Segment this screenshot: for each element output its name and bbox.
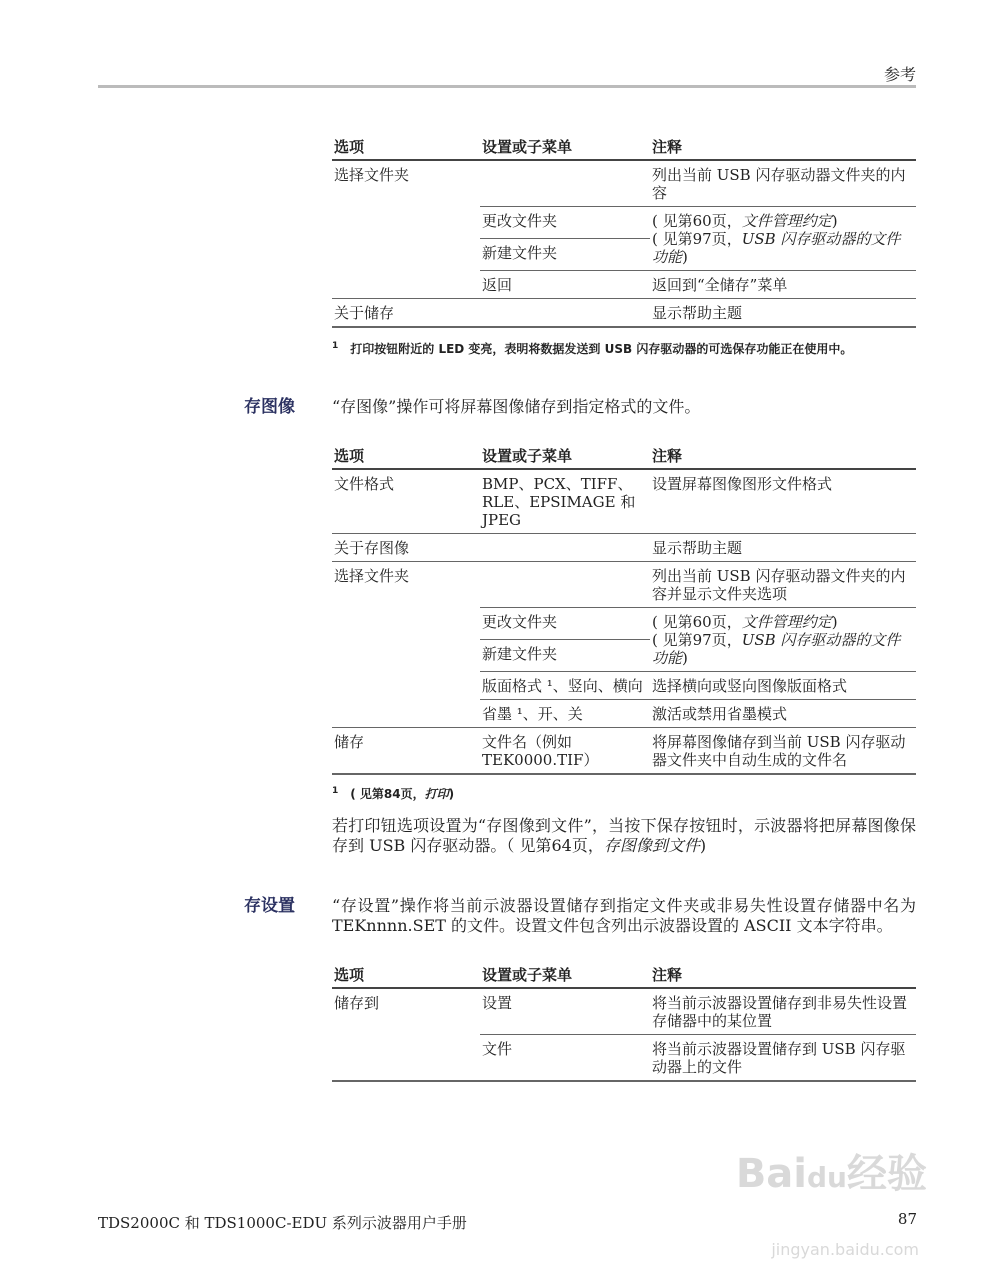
table-row bbox=[332, 469, 916, 534]
submenu-cell bbox=[480, 299, 650, 328]
table-header-row bbox=[332, 136, 916, 160]
option-cell: 储存 bbox=[332, 728, 480, 775]
footnote-text: 打印按钮附近的 LED 变亮，表明将数据发送到 USB 闪存驱动器的可选保存功能正在使用中。 bbox=[350, 342, 853, 356]
note-link: 文件管理约定 bbox=[741, 212, 832, 230]
note-text: 将屏幕图像储存到当前 USB 闪存驱动器文件夹中自动生成的文件名 bbox=[652, 733, 906, 769]
option-cell bbox=[332, 640, 480, 672]
note-text: ( 见第97页， bbox=[652, 631, 742, 649]
note-cell bbox=[650, 1035, 916, 1082]
save-image-paragraph bbox=[332, 816, 916, 856]
footnote-end: ) bbox=[448, 787, 455, 801]
note-text: ) bbox=[682, 248, 688, 266]
table-row bbox=[332, 299, 916, 328]
table-row bbox=[332, 988, 916, 1035]
option-cell bbox=[332, 207, 480, 239]
note-link: USB 闪存驱动器的文件功能 bbox=[652, 631, 901, 667]
save-setup-section bbox=[0, 896, 989, 936]
footnote bbox=[332, 338, 916, 357]
submenu-cell: 更改文件夹 bbox=[480, 207, 650, 239]
note-text: 激活或禁用省墨模式 bbox=[652, 705, 788, 723]
table-row bbox=[332, 700, 916, 728]
column-header: 注释 bbox=[650, 136, 916, 160]
table-row bbox=[332, 728, 916, 775]
note-cell bbox=[650, 534, 916, 562]
section-heading-save-setup: 存设置 bbox=[244, 896, 295, 916]
note-text: 显示帮助主题 bbox=[652, 539, 743, 557]
options-table-save-image bbox=[332, 445, 916, 775]
submenu-cell bbox=[480, 562, 650, 608]
footnote-text: ( 见第84页， bbox=[350, 787, 425, 801]
note-cell bbox=[650, 469, 916, 534]
note-cell bbox=[650, 608, 916, 672]
note-link: USB 闪存驱动器的文件功能 bbox=[652, 230, 901, 266]
submenu-cell: 设置 bbox=[480, 988, 650, 1035]
submenu-cell: 文件 bbox=[480, 1035, 650, 1082]
footnote-mark: 1 bbox=[332, 786, 339, 796]
submenu-cell: 文件名（例如 TEK0000.TIF） bbox=[480, 728, 650, 775]
note-cell bbox=[650, 728, 916, 775]
option-cell: 文件格式 bbox=[332, 469, 480, 534]
option-cell bbox=[332, 700, 480, 728]
option-cell bbox=[332, 271, 480, 299]
column-header: 选项 bbox=[332, 136, 480, 160]
footnote-link: 打印 bbox=[424, 787, 449, 801]
note-text: ( 见第60页， bbox=[652, 613, 742, 631]
note-text: 设置屏幕图像图形文件格式 bbox=[652, 475, 833, 493]
note-text: ) bbox=[831, 613, 838, 631]
note-text: ) bbox=[831, 212, 838, 230]
watermark-logo: Baidu经验 bbox=[735, 1151, 927, 1197]
para-text: 若打印钮选项设置为“存图像到文件”，当按下保存按钮时，示波器将把屏幕图像保存到 USB 闪存驱动器。（ 见第64页， bbox=[332, 816, 916, 855]
note-cell bbox=[650, 271, 916, 299]
note-text: 将当前示波器设置储存到 USB 闪存驱动器上的文件 bbox=[652, 1040, 906, 1076]
table-row bbox=[332, 271, 916, 299]
option-cell bbox=[332, 1035, 480, 1082]
section-heading-save-image: 存图像 bbox=[244, 397, 295, 417]
note-cell bbox=[650, 672, 916, 700]
footnote-mark: 1 bbox=[332, 341, 339, 351]
column-header: 选项 bbox=[332, 445, 480, 469]
header-rule bbox=[98, 85, 916, 88]
note-text: ( 见第97页， bbox=[652, 230, 742, 248]
submenu-cell bbox=[480, 160, 650, 207]
option-cell: 选择文件夹 bbox=[332, 160, 480, 207]
footer-title: TDS2000C 和 TDS1000C-EDU 系列示波器用户手册 bbox=[98, 1214, 467, 1232]
note-cell bbox=[650, 988, 916, 1035]
save-image-intro: “存图像”操作可将屏幕图像储存到指定格式的文件。 bbox=[332, 397, 701, 416]
column-header: 设置或子菜单 bbox=[480, 445, 650, 469]
table-row bbox=[332, 562, 916, 608]
table-row bbox=[332, 160, 916, 207]
note-text: 列出当前 USB 闪存驱动器文件夹的内容 bbox=[652, 166, 906, 202]
note-text: 列出当前 USB 闪存驱动器文件夹的内容并显示文件夹选项 bbox=[652, 567, 906, 603]
options-table-save-all bbox=[332, 136, 916, 328]
note-link: 文件管理约定 bbox=[741, 613, 832, 631]
column-header: 注释 bbox=[650, 445, 916, 469]
table-header-row bbox=[332, 964, 916, 988]
column-header: 注释 bbox=[650, 964, 916, 988]
note-text: 将当前示波器设置储存到非易失性设置存储器中的某位置 bbox=[652, 994, 908, 1030]
para-link: 存图像到文件 bbox=[603, 836, 700, 855]
option-cell: 关于储存 bbox=[332, 299, 480, 328]
table-row bbox=[332, 672, 916, 700]
note-cell bbox=[650, 700, 916, 728]
page-number: 87 bbox=[897, 1210, 917, 1228]
column-header: 设置或子菜单 bbox=[480, 964, 650, 988]
watermark-url: jingyan.baidu.com bbox=[771, 1240, 919, 1259]
note-text: ( 见第60页， bbox=[652, 212, 742, 230]
para-end: ) bbox=[699, 836, 707, 855]
table-row bbox=[332, 1035, 916, 1082]
submenu-cell: 新建文件夹 bbox=[480, 640, 650, 672]
note-cell bbox=[650, 562, 916, 608]
submenu-cell: 新建文件夹 bbox=[480, 239, 650, 271]
save-setup-paragraph: “存设置”操作将当前示波器设置储存到指定文件夹或非易失性设置存储器中名为 TEKnnnn.SET 的文件。设置文件包含列出示波器设置的 ASCII 文本字符串。 bbox=[332, 896, 916, 935]
option-cell: 关于存图像 bbox=[332, 534, 480, 562]
column-header: 选项 bbox=[332, 964, 480, 988]
table-row bbox=[332, 207, 916, 239]
submenu-cell: 返回 bbox=[480, 271, 650, 299]
footnote bbox=[332, 783, 916, 802]
note-text: ) bbox=[682, 649, 688, 667]
note-text: 返回到“全储存”菜单 bbox=[652, 276, 788, 294]
page-body bbox=[0, 136, 989, 1082]
table-header-row bbox=[332, 445, 916, 469]
section-header: 参考 bbox=[883, 65, 916, 84]
note-text: 显示帮助主题 bbox=[652, 304, 743, 322]
option-cell: 选择文件夹 bbox=[332, 562, 480, 608]
note-cell bbox=[650, 207, 916, 271]
option-cell: 储存到 bbox=[332, 988, 480, 1035]
note-cell bbox=[650, 160, 916, 207]
submenu-cell bbox=[480, 534, 650, 562]
note-cell bbox=[650, 299, 916, 328]
column-header: 设置或子菜单 bbox=[480, 136, 650, 160]
note-text: 选择横向或竖向图像版面格式 bbox=[652, 677, 848, 695]
table-row bbox=[332, 608, 916, 640]
options-table-save-setup bbox=[332, 964, 916, 1082]
submenu-cell: 省墨 ¹、开、关 bbox=[480, 700, 650, 728]
option-cell bbox=[332, 239, 480, 271]
save-image-section bbox=[0, 397, 989, 417]
submenu-cell: 版面格式 ¹、竖向、横向 bbox=[480, 672, 650, 700]
option-cell bbox=[332, 608, 480, 640]
submenu-cell: BMP、PCX、TIFF、RLE、EPSIMAGE 和 JPEG bbox=[480, 469, 650, 534]
option-cell bbox=[332, 672, 480, 700]
submenu-cell: 更改文件夹 bbox=[480, 608, 650, 640]
table-row bbox=[332, 534, 916, 562]
